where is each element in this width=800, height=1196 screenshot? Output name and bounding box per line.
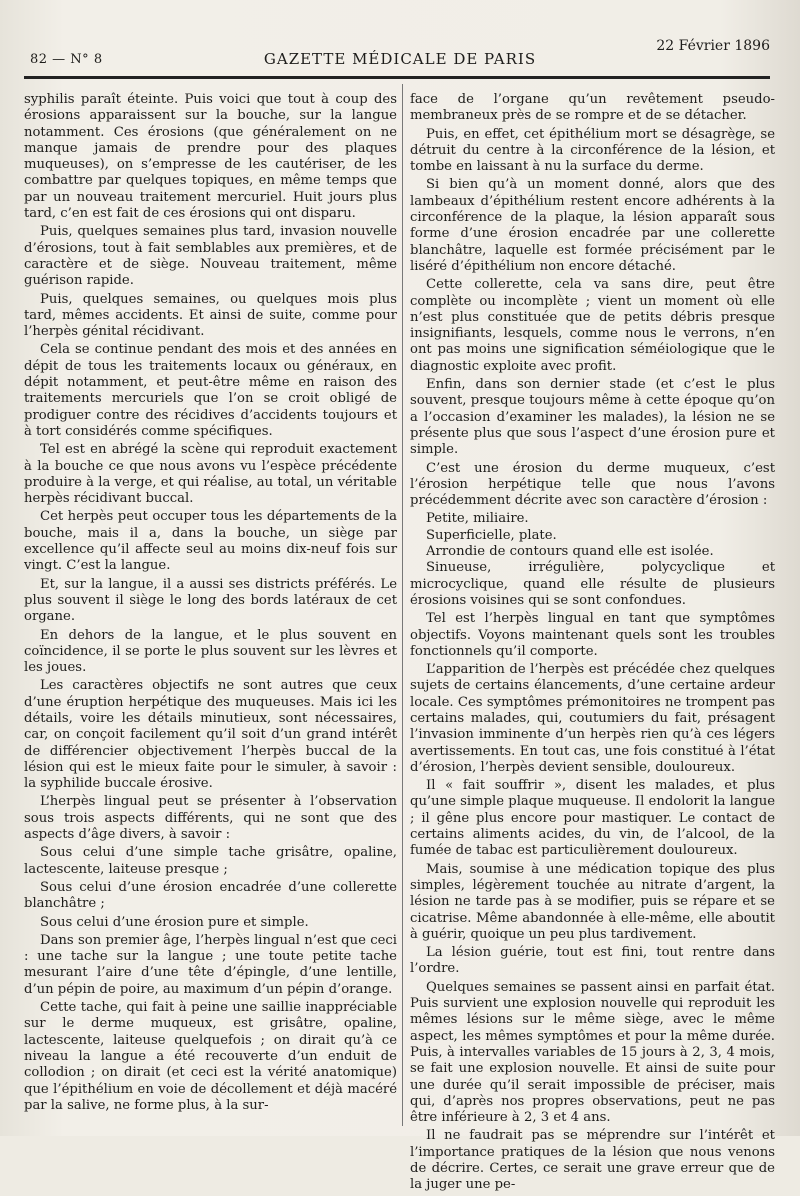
paragraph: Et, sur la langue, il a aussi ses districts préférés. Le plus souvent il siège le long des bords latéraux de cet organe. <box>24 576 397 625</box>
paragraph: Il ne faudrait pas se méprendre sur l’intérêt et l’importance pratiques de la lésion que nous venons de décrire. Certes, ce serait une grave erreur que de la juger une pe- <box>410 1128 775 1193</box>
paragraph: face de l’organe qu’un revêtement pseudo-membraneux près de se rompre et de se détacher. <box>410 92 775 124</box>
paragraph: Puis, quelques semaines, ou quelques mois plus tard, mêmes accidents. Et ainsi de suite, comme pour l’herpès génital récidivant. <box>24 291 397 340</box>
paragraph: Sous celui d’une érosion pure et simple. <box>40 914 309 930</box>
paragraph: Puis, en effet, cet épithélium mort se désagrège, se détruit du centre à la circonférence de la lésion, et tombe en laissant à nu la surface du derme. <box>410 126 775 175</box>
list-item: Petite, miliaire. <box>426 511 529 527</box>
list-item: Superficielle, plate. <box>426 527 557 543</box>
issue-date: 22 Février 1896 <box>656 38 770 54</box>
paragraph: Sous celui d’une simple tache grisâtre, opaline, lactescente, laiteuse presque ; <box>24 845 397 877</box>
paragraph: Mais, soumise à une médication topique des plus simples, légèrement touchée au nitrate d’argent, la lésion ne tarde pas à se modifier, puis se répare et se cicatrise. Même abandonnée à elle-même, elle aboutit à guérir, quoique un peu plus tardivement. <box>410 861 775 942</box>
paragraph: Enfin, dans son dernier stade (et c’est le plus souvent, presque toujours même à cette époque qu’on a l’occasion d’examiner les malades), la lésion ne se présente plus que sous l’aspect d’une érosion pure et simple. <box>410 377 775 458</box>
paragraph: Sous celui d’une érosion encadrée d’une collerette blanchâtre ; <box>24 879 397 912</box>
paragraph: En dehors de la langue, et le plus souvent en coïncidence, il se porte le plus souvent sur les lèvres et les joues. <box>24 627 397 676</box>
paragraph: La lésion guérie, tout est fini, tout rentre dans l’ordre. <box>410 945 775 977</box>
paragraph: Tel est en abrégé la scène qui reproduit exactement à la bouche ce que nous avons vu l’espèce précédente produire à la verge, et qui réalise, au total, un véritable herpès récidivant buccal. <box>24 442 397 507</box>
paragraph: L’apparition de l’herpès est précédée chez quelques sujets de certains élancements, d’une certaine ardeur locale. Ces symptômes prémonitoires ne trompent pas certains malades, qui, coutumiers du fait, présagent l’invasion imminente d’un herpès rien qu’à ces légers avertissements. En tout cas, une fois constitué à l’état d’érosion, l’herpès devient sensible, douloureux. <box>410 662 775 775</box>
journal-title: GAZETTE MÉDICALE DE PARIS <box>263 50 537 68</box>
page-header <box>30 38 770 70</box>
column-divider <box>402 84 403 1126</box>
paragraph: Cette collerette, cela va sans dire, peut être complète ou incomplète ; vient un moment où elle n’est plus constituée que de petits débris presque insignifiants, lesquels, comme nous le verrons, n’en ont pas moins une signification séméiologique que le diagnostic exploite avec profit. <box>410 277 775 374</box>
paragraph: Les caractères objectifs ne sont autres que ceux d’une éruption herpétique des muqueuses. Mais ici les détails, voire les détails minutieux, sont nécessaires, car, on conçoit facilement qu’il soit d’un grand intérêt de différencier objectivement l’herpès buccal de la lésion qui est le mieux faite pour le simuler, à savoir : la syphilide buccale érosive. <box>24 678 397 792</box>
paragraph: Cet herpès peut occuper tous les départements de la bouche, mais il a, dans la bouche, un siège par excellence qu’il affecte seul au moins dix-neuf fois sur vingt. C’est la langue. <box>24 509 397 574</box>
paragraph: Quelques semaines se passent ainsi en parfait état. Puis survient une explosion nouvelle qui reproduit les mêmes lésions sur le même siège, avec le même aspect, les mêmes symptômes et pour la même durée. Puis, à intervalles variables de 15 jours à 2, 3, 4 mois, se fait une explosion nouvelle. Et ainsi de suite pour une durée qu’il serait impossible de préciser, mais qui, d’après nos propres observations, peut ne pas être inférieure à 2, 3 et 4 ans. <box>410 979 775 1126</box>
right-column <box>410 92 775 1196</box>
paragraph: C’est une érosion du derme muqueux, c’est l’érosion herpétique telle que nous l’avons précédemment décrite avec son caractère d’érosion : <box>410 460 775 509</box>
paragraph: Tel est l’herpès lingual en tant que symptômes objectifs. Voyons maintenant quels sont les troubles fonctionnels qu’il comporte. <box>410 611 775 659</box>
paragraph: Si bien qu’à un moment donné, alors que des lambeaux d’épithélium restent encore adhérents à la circonférence de la plaque, la lésion apparaît sous forme d’une érosion encadrée par une collerette blanchâtre, laquelle est formée précisément par le liséré d’épithélium non encore détaché. <box>410 177 775 274</box>
paragraph: L’herpès lingual peut se présenter à l’observation sous trois aspects différents, qui ne sont que des aspects d’âge divers, à savoir : <box>24 794 397 843</box>
paragraph: Dans son premier âge, l’herpès lingual n’est que ceci : une tache sur la langue ; une toute petite tache mesurant l’aire d’une tête d’épingle, d’une lentille, d’un pépin de poire, au maximum d’un pépin d’orange. <box>24 932 397 997</box>
paragraph: syphilis paraît éteinte. Puis voici que tout à coup des érosions apparaissent sur la bouche, sur la langue notamment. Ces érosions (que généralement on ne manque jamais de prendre pour des plaques muqueuses), on s’empresse de les cautériser, de les combattre par quelques topiques, en même temps que par un nouveau traitement mercuriel. Huit jours plus tard, c’en est fait de ces érosions qui ont disparu. <box>24 92 397 222</box>
page-number: 82 — N° 8 <box>30 52 103 67</box>
header-rule <box>24 76 770 79</box>
left-column <box>24 92 397 1116</box>
paragraph: Cette tache, qui fait à peine une saillie inappréciable sur le derme muqueux, est grisâtre, opaline, lactescente, laiteuse quelquefois ; on dirait qu’à ce niveau la langue a été recouverte d’un enduit de collodion ; on dirait (et ceci est la vérité anatomique) que l’épithélium en voie de décollement et déjà macéré par la salive, ne forme plus, à la sur- <box>24 1000 397 1113</box>
list-item: Arrondie de contours quand elle est isolée. <box>426 544 714 560</box>
paragraph: Sinueuse, irrégulière, polycyclique et microcyclique, quand elle résulte de plusieurs érosions voisines qui se sont confondues. <box>410 560 775 608</box>
paragraph: Il « fait souffrir », disent les malades, et plus qu’une simple plaque muqueuse. Il endolorit la langue ; il gêne plus encore pour mastiquer. Le contact de certains aliments acides, du vin, de l’alcool, de la fumée de tabac est particulièrement douloureux. <box>410 778 775 859</box>
paragraph: Cela se continue pendant des mois et des années en dépit de tous les traitements locaux ou généraux, en dépit notamment, et peut-être même en raison des traitements mercuriels que l’on se croit obligé de prodiguer contre des récidives d’accidents toujours et à tort considérés comme spécifiques. <box>24 342 397 439</box>
paragraph: Puis, quelques semaines plus tard, invasion nouvelle d’érosions, tout à fait semblables aux premières, et de caractère et de siège. Nouveau traitement, même guérison rapide. <box>24 224 397 289</box>
